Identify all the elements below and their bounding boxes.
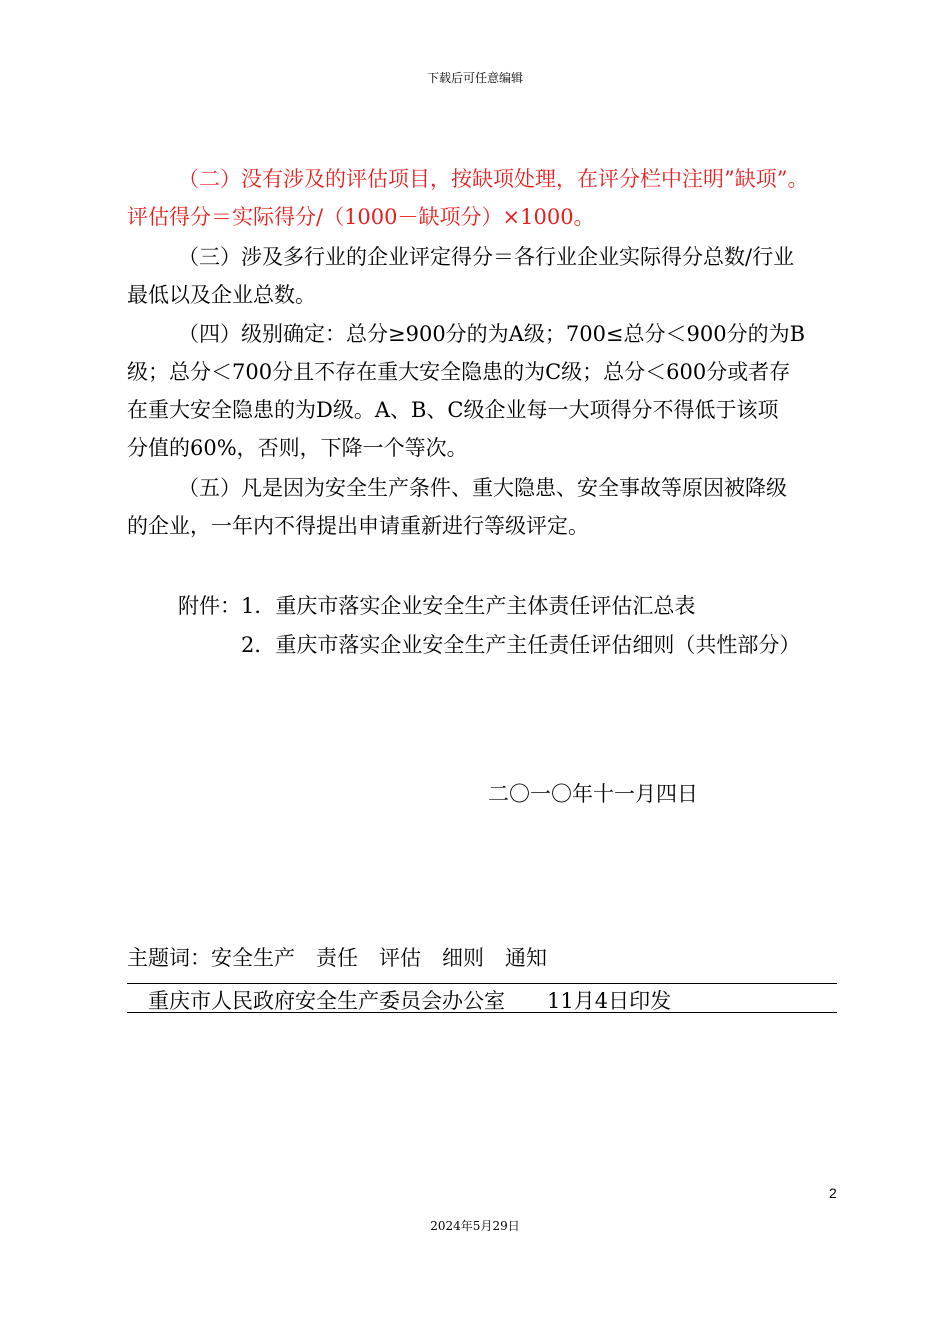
paragraph-2-line-1: （二）没有涉及的评估项目，按缺项处理，在评分栏中注明”缺项”。 — [178, 167, 809, 191]
paragraph-4-line-3: 在重大安全隐患的为D级。A、B、C级企业每一大项得分不得低于该项 — [127, 398, 779, 422]
signature-date: 二〇一〇年十一月四日 — [488, 782, 698, 806]
attachment-item-1: 附件：1．重庆市落实企业安全生产主体责任评估汇总表 — [178, 594, 696, 618]
keywords-line: 主题词：安全生产 责任 评估 细则 通知 — [127, 946, 547, 970]
paragraph-3-line-2: 最低以及企业总数。 — [127, 283, 316, 307]
footer-date: 2024年5月29日 — [430, 1219, 520, 1233]
paragraph-4-line-4: 分值的60%，否则，下降一个等次。 — [127, 436, 468, 460]
paragraph-2-line-2: 评估得分＝实际得分/（1000－缺项分）×1000。 — [127, 205, 595, 229]
issuer-line: 重庆市人民政府安全生产委员会办公室 11月4日印发 — [148, 989, 672, 1013]
paragraph-4-line-2: 级；总分＜700分且不存在重大安全隐患的为C级；总分＜600分或者存 — [127, 360, 791, 384]
attachment-item-2: 2．重庆市落实企业安全生产主任责任评估细则（共性部分） — [241, 633, 801, 657]
paragraph-5-line-1: （五）凡是因为安全生产条件、重大隐患、安全事故等原因被降级 — [178, 476, 787, 500]
paragraph-3-line-1: （三）涉及多行业的企业评定得分＝各行业企业实际得分总数/行业 — [178, 245, 795, 269]
paragraph-5-line-2: 的企业，一年内不得提出申请重新进行等级评定。 — [127, 514, 589, 538]
header-note: 下载后可任意编辑 — [426, 71, 523, 85]
paragraph-4-line-1: （四）级别确定：总分≥900分的为A级；700≤总分＜900分的为B — [178, 322, 806, 346]
top-rule — [127, 983, 837, 984]
bottom-rule — [127, 1012, 837, 1013]
page-number: 2 — [829, 1185, 837, 1201]
